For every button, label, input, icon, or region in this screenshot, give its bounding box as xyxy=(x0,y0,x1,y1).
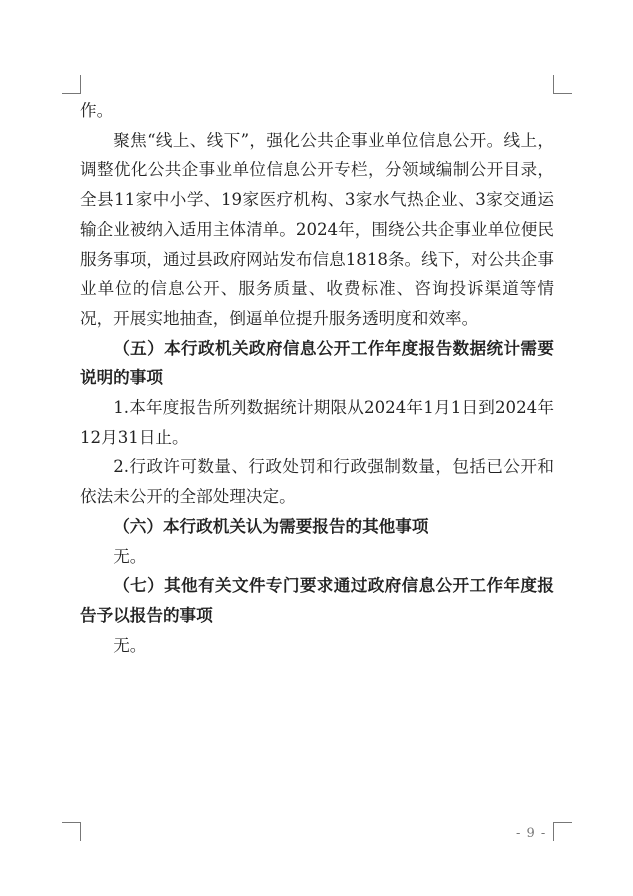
crop-mark-bottom-left xyxy=(62,822,81,841)
document-body xyxy=(80,96,554,660)
section-heading-6: （六）本行政机关认为需要报告的其他事项 xyxy=(113,515,429,536)
crop-mark-bottom-right xyxy=(553,822,572,841)
paragraph-statistics-period: 1.本年度报告所列数据统计期限从2024年1月1日到2024年12月31日止。 xyxy=(80,398,554,447)
paragraph-continuation: 作。 xyxy=(80,101,114,120)
page-number: - 9 - xyxy=(516,826,547,841)
paragraph-none-7: 无。 xyxy=(113,635,147,655)
crop-mark-top-right xyxy=(553,75,572,94)
paragraph-permit-counts: 2.行政许可数量、行政处罚和行政强制数量，包括已公开和依法未公开的全部处理决定。 xyxy=(80,457,554,507)
paragraph-none-6: 无。 xyxy=(113,546,147,566)
paragraph-online-offline: 聚焦“线上、线下”，强化公共企事业单位信息公开。线上，调整优化公共企事业单位信息公开专栏，分领域编制公开目录，全县11家中小学、19家医疗机构、3家水气热企业、3家交通运输企业被纳入适用主体清单。2024年，围绕公共企事业单位便民服务事项，通过县政府网站发布信息1818条。线下，对公共企事业单位的信息公开、服务质量、收费标准、咨询投诉渠道等情况，开展实地抽查，倒逼单位提升服务透明度和效率。 xyxy=(80,130,554,328)
section-heading-7: （七）其他有关文件专门要求通过政府信息公开工作年度报告予以报告的事项 xyxy=(80,575,554,625)
section-heading-5: （五）本行政机关政府信息公开工作年度报告数据统计需要说明的事项 xyxy=(80,337,554,388)
crop-mark-top-left xyxy=(62,75,81,94)
